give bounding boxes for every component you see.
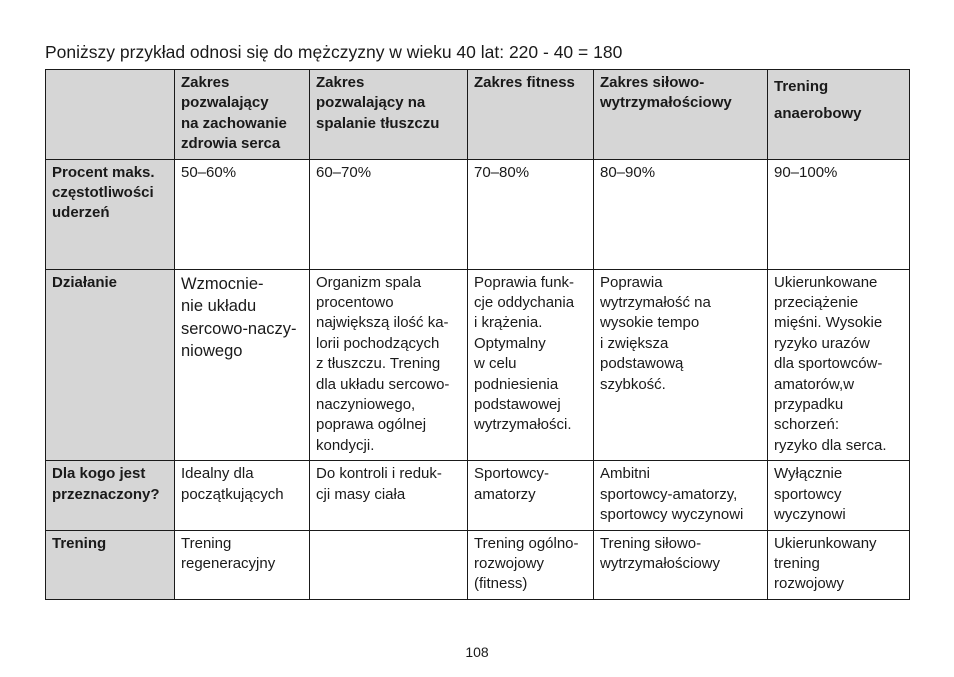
table-cell: [468, 461, 594, 530]
cell-text: Wyłącznie sportowcy wyczynowi: [774, 465, 846, 524]
table-cell: [768, 159, 910, 269]
cell-text: 60–70%: [316, 163, 372, 181]
cell-text: Ukierunkowany trening rozwojowy: [774, 534, 877, 593]
table-cell: [594, 461, 768, 530]
table-row: [46, 530, 910, 599]
row-header-text: Trening: [52, 534, 107, 552]
column-header-text: Zakres pozwalający na zachowanie zdrowia serca: [181, 74, 287, 153]
table-cell: [768, 269, 910, 461]
cell-text: 50–60%: [181, 163, 237, 181]
table-cell: [468, 159, 594, 269]
heart-rate-zones-table: [45, 69, 910, 600]
table-cell: [468, 530, 594, 599]
column-header: [175, 70, 310, 160]
table-row: [46, 269, 910, 461]
row-header: [46, 159, 175, 269]
cell-text: 80–90%: [600, 163, 656, 181]
column-header-text: Trening anaerobowy: [774, 78, 862, 122]
column-header-text: Zakres fitness: [474, 74, 575, 91]
row-header: [46, 269, 175, 461]
cell-text: Do kontroli i reduk- cji masy ciała: [316, 465, 442, 503]
table-cell: [468, 269, 594, 461]
table-row: [46, 159, 910, 269]
cell-text: Ukierunkowane przeciążenie mięśni. Wysokie ryzyko urazów dla sportowców- amatorów,w przypadku schorzeń: ryzyko dla serca.: [774, 273, 887, 454]
table-cell: [310, 530, 468, 599]
table-cell: [594, 530, 768, 599]
table-cell: [175, 461, 310, 530]
row-header: [46, 461, 175, 530]
cell-text: 90–100%: [774, 163, 838, 181]
cell-text: Wzmocnie- nie układu sercowo-naczy- niowego: [181, 274, 297, 361]
cell-text: Ambitni sportowcy-amatorzy, sportowcy wyczynowi: [600, 465, 744, 524]
corner-cell: [46, 70, 175, 160]
table-cell: [310, 461, 468, 530]
cell-text: Idealny dla początkujących: [181, 465, 284, 503]
table-row: [46, 461, 910, 530]
cell-text: Trening regeneracyjny: [181, 534, 276, 572]
cell-text: Trening siłowo- wytrzymałościowy: [600, 534, 721, 572]
page-number: 108: [465, 644, 489, 660]
cell-text: Sportowcy- amatorzy: [474, 465, 550, 503]
cell-text: Poprawia wytrzymałość na wysokie tempo i zwiększa podstawową szybkość.: [600, 273, 711, 393]
column-header: [310, 70, 468, 160]
table-cell: [310, 159, 468, 269]
column-header: [594, 70, 768, 160]
row-header-text: Procent maks. częstotliwości uderzeń: [52, 163, 155, 222]
row-header: [46, 530, 175, 599]
table-cell: [594, 159, 768, 269]
row-header-text: Dla kogo jest przeznaczony?: [52, 465, 160, 503]
cell-text: Trening ogólno- rozwojowy (fitness): [474, 534, 579, 593]
table-cell: [768, 530, 910, 599]
table-cell: [175, 269, 310, 461]
table-cell: [310, 269, 468, 461]
table-cell: [175, 159, 310, 269]
table-cell: [175, 530, 310, 599]
column-header: [768, 70, 910, 160]
cell-text: 70–80%: [474, 163, 530, 181]
table-header-row: [46, 70, 910, 160]
cell-text: Poprawia funk- cje oddychania i krążenia. Optymalny w celu podniesienia podstawowej wytrzymałości.: [474, 273, 575, 434]
column-header: [468, 70, 594, 160]
table-cell: [768, 461, 910, 530]
column-header-text: Zakres siłowo- wytrzymałościowy: [600, 74, 732, 112]
row-header-text: Działanie: [52, 273, 118, 291]
intro-text: Poniższy przykład odnosi się do mężczyzny w wieku 40 lat: 220 - 40 = 180: [45, 42, 623, 62]
cell-text: Organizm spala procentowo największą ilość ka- lorii pochodzących z tłuszczu. Trening dla układu sercowo- naczyniowego, poprawa ogólnej kondycji.: [316, 273, 450, 454]
table-cell: [594, 269, 768, 461]
column-header-text: Zakres pozwalający na spalanie tłuszczu: [316, 74, 440, 132]
